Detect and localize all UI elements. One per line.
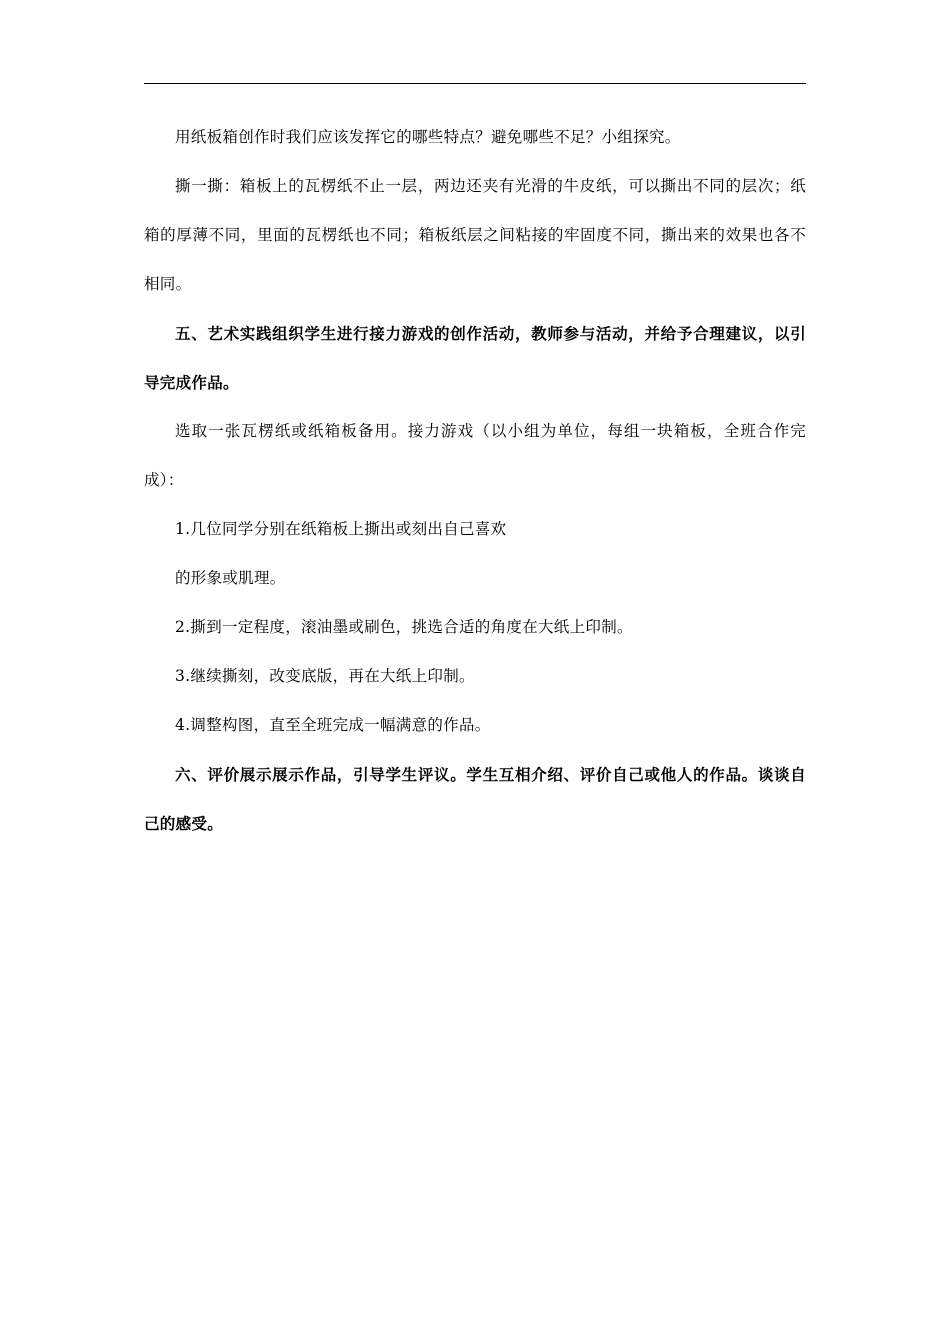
paragraph-relay-game: 选取一张瓦楞纸或纸箱板备用。接力游戏（以小组为单位，每组一块箱板，全班合作完成）： <box>144 422 806 489</box>
section-heading-evaluation: 六、评价展示展示作品，引导学生评议。学生互相介绍、评价自己或他人的作品。谈谈自己的感受。 <box>144 765 806 833</box>
list-item-step-1: 1.几位同学分别在纸箱板上撕出或刻出自己喜欢 <box>175 520 507 538</box>
list-item-step-3: 3.继续撕刻，改变底版，再在大纸上印制。 <box>175 667 475 685</box>
paragraph-cardboard-question: 用纸板箱创作时我们应该发挥它的哪些特点？避免哪些不足？小组探究。 <box>175 128 681 146</box>
header-rule <box>144 83 806 84</box>
list-item-step-1-continued: 的形象或肌理。 <box>175 569 286 587</box>
paragraph-tear-description: 撕一撕：箱板上的瓦楞纸不止一层，两边还夹有光滑的牛皮纸，可以撕出不同的层次；纸箱的厚薄不同，里面的瓦楞纸也不同；箱板纸层之间粘接的牢固度不同，撕出来的效果也各不相同。 <box>144 177 806 293</box>
section-heading-art-practice: 五、艺术实践组织学生进行接力游戏的创作活动，教师参与活动，并给予合理建议，以引导完成作品。 <box>144 324 806 392</box>
document-body <box>144 113 806 848</box>
list-item-step-2: 2.撕到一定程度，滚油墨或刷色，挑选合适的角度在大纸上印制。 <box>175 618 633 636</box>
list-item-step-4: 4.调整构图，直至全班完成一幅满意的作品。 <box>175 716 491 734</box>
